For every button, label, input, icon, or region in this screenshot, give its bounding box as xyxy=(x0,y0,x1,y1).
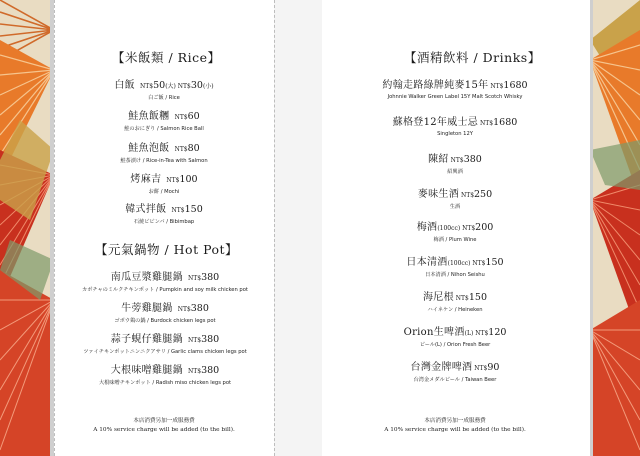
item-name: 台灣金牌啤酒 xyxy=(410,362,473,373)
rice-section-title: 【米飯類 / Rice】 xyxy=(112,50,221,65)
service-charge-en: A 10% service charge will be added (to the bill). xyxy=(384,427,526,433)
item-description: Singleton 12Y xyxy=(437,131,473,137)
menu-item-heineken: 海尼根 NT$150 ハイネケン / Heineken xyxy=(340,285,570,313)
item-name: 麥味生酒 xyxy=(417,189,460,200)
menu-item-burdock-pot: 牛蒡雞腿鍋 NT$380 ゴボウ鶏の鍋 / Burdock chicken legs pot xyxy=(60,296,270,324)
item-name: 大根味噌雞腿鍋 xyxy=(110,365,183,376)
service-charge-jp: 本店消費另加一成服務費 xyxy=(133,418,195,424)
item-name: 牛蒡雞腿鍋 xyxy=(121,303,173,314)
left-decorative-border xyxy=(0,0,54,456)
menu-item-bibimbap: 韓式拌飯 NT$150 石焼ビビンバ / Bibimbap xyxy=(84,197,244,225)
item-description: カボチャのミルクチキンポット / Pumpkin and soy milk chicken pot xyxy=(82,287,248,293)
item-name: 蒜子蜆仔雞腿鍋 xyxy=(110,334,183,345)
hotpot-section-title: 【元氣鍋物 / Hot Pot】 xyxy=(95,242,239,257)
service-charge-jp: 本店消費另加一成服務費 xyxy=(424,418,486,424)
item-description: 鮭のおにぎり / Salmon Rice Ball xyxy=(124,126,204,132)
menu-item-rice: 白飯 NT$50(大) NT$30(小) 白ご飯 / Rice xyxy=(84,73,244,101)
menu-item-salmon-rice-tea: 鮭魚泡飯 NT$80 鮭茶漬け / Rice-in-Tea with Salmon xyxy=(84,136,244,164)
item-name: 梅酒 xyxy=(416,222,438,233)
menu-item-draft-sake: 麥味生酒 NT$250 生酒 xyxy=(340,182,570,210)
item-description: ビール(L) / Orion Fresh Beer xyxy=(419,342,491,348)
menu-item-chen-shao: 陳紹 NT$380 紹興酒 xyxy=(340,147,570,175)
item-description: 鮭茶漬け / Rice-in-Tea with Salmon xyxy=(120,158,208,164)
item-name: Orion生啤酒 xyxy=(403,327,465,338)
item-description: ツァイチキンポットニンニクアサリ / Garlic clams chicken legs pot xyxy=(83,349,247,355)
item-name: 白飯 xyxy=(114,80,135,91)
item-description: 生酒 xyxy=(449,204,461,210)
item-description: 大根味噌チキンポット / Radish miso chicken legs pot xyxy=(98,380,232,386)
item-name: 南瓜豆漿雞腿鍋 xyxy=(110,272,183,283)
menu-item-radish-miso-pot: 大根味噌雞腿鍋 NT$380 大根味噌チキンポット / Radish miso chicken legs pot xyxy=(60,358,270,386)
item-name: 鮭魚飯糰 xyxy=(128,111,170,122)
item-description: 梅酒 / Plum Wine xyxy=(433,237,477,243)
item-name: 韓式拌飯 xyxy=(125,204,167,215)
drinks-section-title: 【酒精飲料 / Drinks】 xyxy=(404,50,541,65)
item-name: 鮭魚泡飯 xyxy=(128,143,170,154)
menu-item-orion-beer: Orion生啤酒(L) NT$120 ビール(L) / Orion Fresh Beer xyxy=(340,320,570,348)
item-name: 烤麻吉 xyxy=(130,174,162,185)
service-charge-note-left xyxy=(84,416,244,433)
item-description: ハイネケン / Heineken xyxy=(427,307,483,313)
center-gutter xyxy=(274,0,322,456)
item-description: お餅 / Mochi xyxy=(148,189,180,195)
menu-item-garlic-clam-pot: 蒜子蜆仔雞腿鍋 NT$380 ツァイチキンポットニンニクアサリ / Garlic clams chicken legs pot xyxy=(60,327,270,355)
item-name: 蘇格登12年威士忌 xyxy=(392,117,479,128)
item-description: ゴボウ鶏の鍋 / Burdock chicken legs pot xyxy=(114,318,216,324)
menu-item-mochi: 烤麻吉 NT$100 お餅 / Mochi xyxy=(84,167,244,195)
item-description: Johnnie Walker Green Label 15Y Malt Scotch Whisky xyxy=(387,94,523,100)
left-page-fold-line xyxy=(274,0,275,456)
menu-item-taiwan-beer: 台灣金牌啤酒 NT$90 台湾金メダルビール / Taiwan Beer xyxy=(340,355,570,383)
left-page-edge-line xyxy=(54,0,55,456)
item-description: 台湾金メダルビール / Taiwan Beer xyxy=(413,377,497,383)
menu-item-nihon-seishu: 日本清酒(100cc) NT$150 日本清酒 / Nihon Seishu xyxy=(340,250,570,278)
right-decorative-border xyxy=(590,0,640,456)
item-name: 約翰走路綠牌純麥15年 xyxy=(382,80,489,91)
menu-item-johnnie-walker: 約翰走路綠牌純麥15年 NT$1680 Johnnie Walker Green Label 15Y Malt Scotch Whisky xyxy=(340,73,570,100)
menu-item-pumpkin-pot: 南瓜豆漿雞腿鍋 NT$380 カボチャのミルクチキンポット / Pumpkin and soy milk chicken pot xyxy=(60,265,270,293)
menu-item-singleton: 蘇格登12年威士忌 NT$1680 Singleton 12Y xyxy=(340,110,570,137)
item-name: 日本清酒 xyxy=(406,257,448,268)
left-menu-page xyxy=(54,0,274,456)
item-name: 海尼根 xyxy=(422,292,454,303)
item-description: 紹興酒 xyxy=(447,169,463,175)
fan-pattern-left xyxy=(0,0,54,456)
item-description: 日本清酒 / Nihon Seishu xyxy=(425,272,485,278)
item-description: 石焼ビビンバ / Bibimbap xyxy=(133,219,195,225)
fan-pattern-right xyxy=(590,0,640,456)
menu-item-salmon-rice-ball: 鮭魚飯糰 NT$60 鮭のおにぎり / Salmon Rice Ball xyxy=(84,104,244,132)
service-charge-en: A 10% service charge will be added (to the bill). xyxy=(93,427,235,433)
item-description: 白ご飯 / Rice xyxy=(148,95,180,101)
menu-item-plum-wine: 梅酒(100cc) NT$200 梅酒 / Plum Wine xyxy=(340,215,570,243)
service-charge-note-right xyxy=(375,416,535,433)
item-name: 陳紹 xyxy=(428,154,449,165)
